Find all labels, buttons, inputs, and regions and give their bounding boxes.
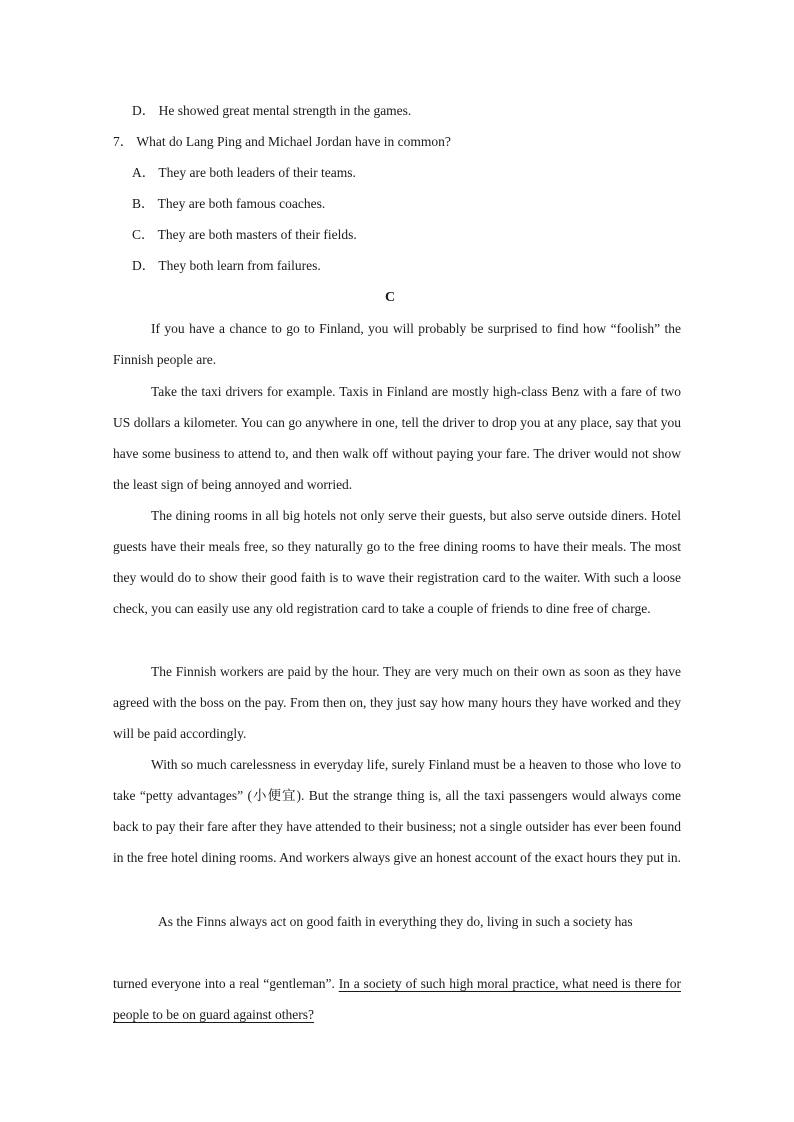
question-7-option-b: B． They are both famous coaches. xyxy=(132,196,326,211)
question-7-stem: 7． What do Lang Ping and Michael Jordan have in common? xyxy=(113,134,451,149)
paragraph-1: If you have a chance to go to Finland, you will probably be surprised to find how “foolish” the Finnish people are. xyxy=(113,321,681,367)
question-7-option-c: C． They are both masters of their fields. xyxy=(132,227,357,242)
paragraph-4: The Finnish workers are paid by the hour. They are very much on their own as soon as they have agreed with the boss on the pay. From then on, they just say how many hours they have worked and they will be paid accordingly. xyxy=(113,664,681,741)
underlined-sentence: In a society of such high moral practice, what need is there for people to be on guard against others? xyxy=(113,976,681,1022)
prev-question-option-d: D． He showed great mental strength in the games. xyxy=(132,103,412,118)
paragraph-6-continuation xyxy=(113,968,681,1030)
question-7-option-a: A． They are both leaders of their teams. xyxy=(132,165,356,180)
paragraph-6-line-1: As the Finns always act on good faith in everything they do, living in such a society has xyxy=(158,914,633,929)
paragraph-6-plain-text: turned everyone into a real “gentleman”. xyxy=(113,976,335,991)
paragraph-2: Take the taxi drivers for example. Taxis in Finland are mostly high-class Benz with a fare of two US dollars a kilometer. You can go anywhere in one, tell the driver to drop you at any place, say that you have some business to attend to, and then walk off without paying your fare. The driver would not show the least sign of being annoyed and worried. xyxy=(113,384,681,492)
question-7-option-d: D． They both learn from failures. xyxy=(132,258,321,273)
paragraph-5: With so much carelessness in everyday life, surely Finland must be a heaven to those who love to take “petty advantages” (小便宜). But the strange thing is, all the taxi passengers would always come back to pay their fare after they have attended to their business; not a single outsider has ever been found in the free hotel dining rooms. And workers always give an honest account of the exact hours they put in. xyxy=(113,757,681,865)
passage-heading: C xyxy=(384,290,396,305)
paragraph-3: The dining rooms in all big hotels not only serve their guests, but also serve outside diners. Hotel guests have their meals free, so they naturally go to the free dining rooms to have their meals. The most they would do to show their good faith is to wave their registration card to the waiter. With such a loose check, you can easily use any old registration card to take a couple of friends to dine free of charge. xyxy=(113,508,681,616)
